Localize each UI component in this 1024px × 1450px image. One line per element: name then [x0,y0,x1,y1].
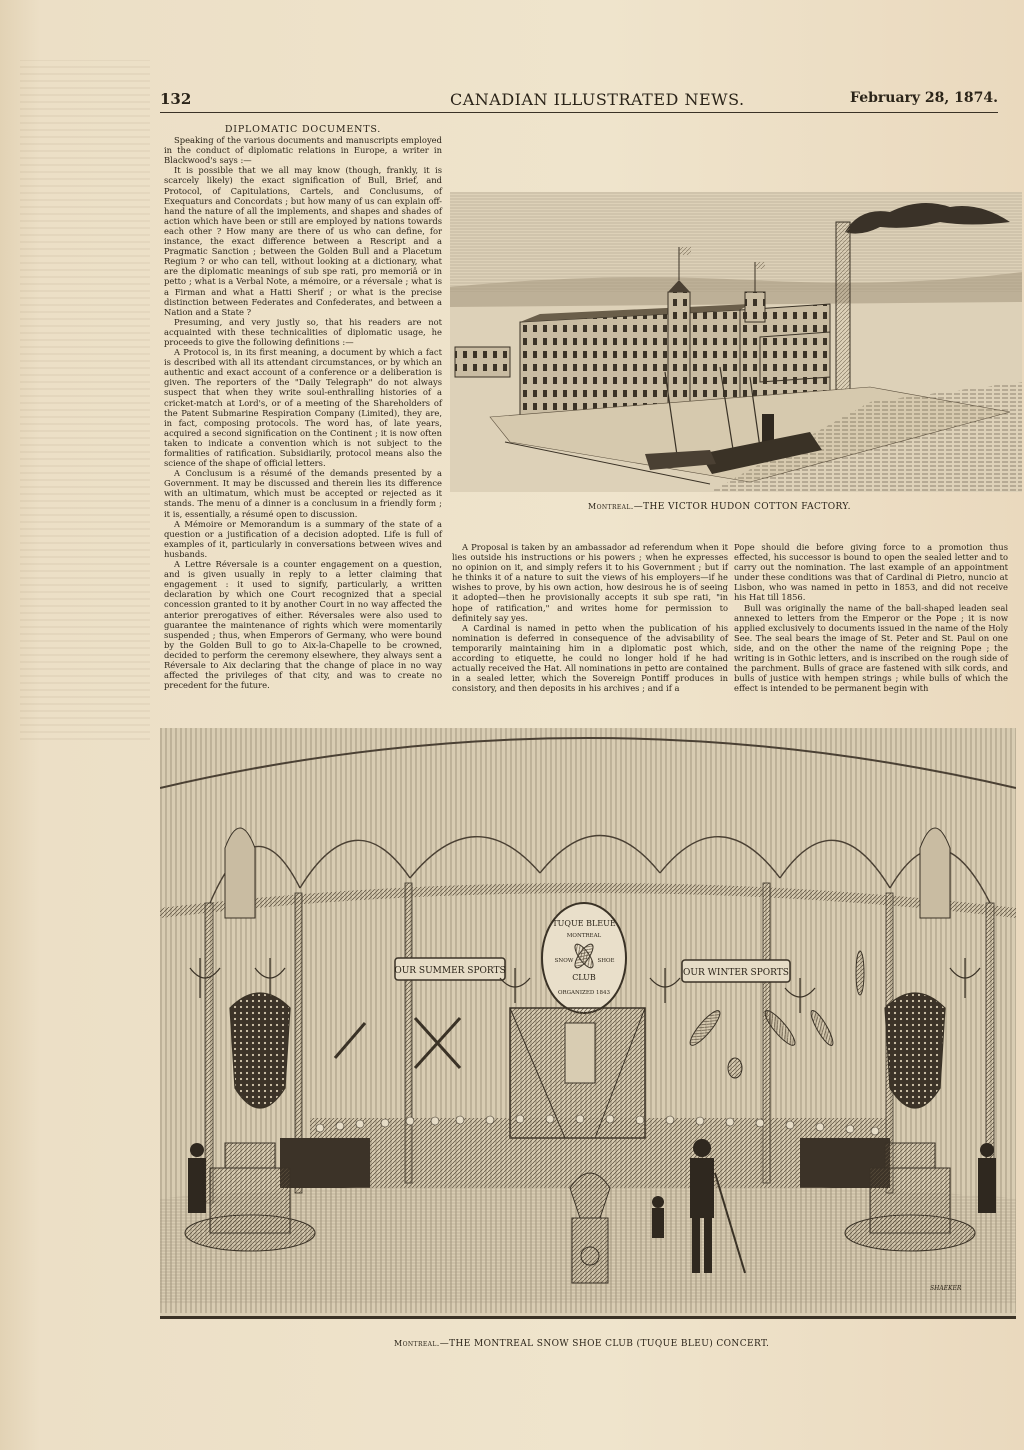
concert-drawing [160,728,1016,1313]
emblem-club: CLUB [572,973,596,982]
concert-engraving [160,728,1016,1319]
article-paragraph: Pope should die before giving force to a promotion thus effected, his successor is bound to open the sealed letter and to carry out the nomination. The last example of an appointment under these conditions was that of Cardinal di Pietro, nuncio at Lisbon, who was named in petto in 1853, and did not receive his Hat till 1856. [734,542,1008,603]
emblem-tuque-bleue: TUQUE BLEUE [552,919,616,928]
article-middle-column [452,542,728,693]
page-number: 132 [160,90,192,108]
masthead-title: CANADIAN ILLUSTRATED NEWS. [450,90,745,109]
bleed-through-texture [20,60,150,740]
emblem-snow: SNOW [554,958,574,964]
concert-caption-place: Montreal. [394,1339,440,1348]
factory-drawing [450,192,1022,492]
engraver-signature: SHAEKER [930,1285,962,1292]
article-paragraph: A Proposal is taken by an ambassador ad referendum when it lies outside his instructions or his powers ; when he expresses no opinion on it, and simply refers it to his Government ; but if he thinks it of a nature to suit the views of his employers—if he wishes to prove, by his own action, how desirous he is of seeing it adopted—then he provisionally accepts it sub spe rati, "in hope of ratification," and writes home for permission to definitely say yes. [452,542,728,623]
emblem-montreal: MONTREAL [566,933,602,939]
article-paragraph: Presuming, and very justly so, that his readers are not acquainted with these technicalities of diplomatic usage, he proceeds to give the following definitions :— [164,316,442,347]
article-paragraph: A Lettre Réversale is a counter engagement on a question, and is given usually in reply to a letter claiming that engagement : it used to signify, particularly, a written declaration by which one Court recognized that a special concession granted to it by another Court in no way affected the anterior prerogatives of either. Réversales were also used to guarantee the maintenance of rights which were momentarily suspended ; thus, when Emperors of Germany, who were bound by the Golden Bull to go to Aix-la-Chapelle to be crowned, decided to perform the ceremony elsewhere, they always sent a Réversale to Aix declaring that the change of place in no way affected the privileges of that city, and was to create no precedent for the future. [164,559,442,691]
emblem-shoe: SHOE [597,958,615,964]
article-paragraph: Bull was originally the name of the ball-shaped leaden seal annexed to letters from the Emperor or the Pope ; it is now applied exclusively to documents issued in the name of the Holy See. The seal bears the image of St. Peter and St. Paul on one side, and on the other the name of the reigning Pope ; the writing is in Gothic letters, and is inscribed on the rough side of the parchment. Bulls of grace are fastened with silk cords, and bulls of justice with hempen strings ; while bulls of which the effect is intended to be permanent begin with [734,602,1008,694]
concert-caption [394,1339,769,1349]
banner-summer-sports: OUR SUMMER SPORTS [394,966,506,976]
article-left-column [164,125,442,690]
article-right-column [734,542,1008,693]
article-paragraph: Speaking of the various documents and manuscripts employed in the conduct of diplomatic relations in Europe, a writer in Blackwood's says :— [164,135,442,166]
factory-engraving [450,192,1022,492]
factory-caption [588,502,851,512]
banner-winter-sports: OUR WINTER SPORTS [683,968,789,978]
article-paragraph: A Protocol is, in its first meaning, a document by which a fact is described with all its attendant circumstances, or by which an authentic and exact account of a conference or a deliberation is given. The reporters of the "Daily Telegraph" do not always suspect that when they write soul-enthralling histories of a cricket-match at Lord's, or of a meeting of the Shareholders of the Patent Submarine Respiration Company (Limited), they are, in fact, composing protocols. The word has, of late years, acquired a second signification on the Continent ; it is now often taken to indicate a convention which is not subject to the formalities of ratification. Subsidiarily, protocol means also the science of the shape of official letters. [164,347,442,469]
page-header [160,90,998,113]
factory-caption-place: Montreal. [588,502,634,511]
issue-date: February 28, 1874. [850,90,998,106]
article-paragraph: A Conclusum is a résumé of the demands presented by a Government. It may be discussed and therein lies its difference with an ultimatum, which must be accepted or rejected as it stands. The menu of a dinner is a conclusum in a friendly form ; it is, essentially, a résumé open to discussion. [164,468,442,519]
emblem-organized: ORGANIZED 1843 [558,990,610,996]
article-paragraph: It is possible that we all may know (though, frankly, it is scarcely likely) the exact signification of Bull, Brief, and Protocol, of Capitulations, Cartels, and Conclusums, of Exequaturs and Concordats ; but how many of us can explain off-hand the nature of all the implements, and shapes and shades of action which have been or still are employed by nations towards each other ? How many are there of us who can define, for instance, the exact difference between a Rescript and a Pragmatic Sanction ; between the Golden Bull and a Placetum Regium ? or who can tell, without looking at a dictionary, what are the diplomatic meanings of sub spe rati, pro memoriâ or in petto ; what is a Verbal Note, a mémoire, or a réversale ; what is a Firman and what a Hatti Sherif ; or what is the precise distinction between Federates and Confederates, and between a Nation and a State ? [164,165,442,317]
factory-caption-title: —THE VICTOR HUDON COTTON FACTORY. [633,502,851,512]
article-heading: DIPLOMATIC DOCUMENTS. [224,124,382,135]
article-paragraph: A Cardinal is named in petto when the publication of his nomination is deferred in consequence of the advisability of temporarily maintaining him in a diplomatic post which, according to etiquette, he could no longer hold if he had actually received the Hat. All nominations in petto are contained in a sealed letter, which the Sovereign Pontiff produces in consistory, and then deposits in his archives ; and if a [452,622,728,694]
concert-caption-title: —THE MONTREAL SNOW SHOE CLUB (TUQUE BLEU) CONCERT. [439,1339,770,1349]
article-paragraph: A Mémoire or Memorandum is a summary of the state of a question or a justification of a decision adopted. Life is full of examples of it, particularly in conversations between wives and husbands. [164,518,442,559]
